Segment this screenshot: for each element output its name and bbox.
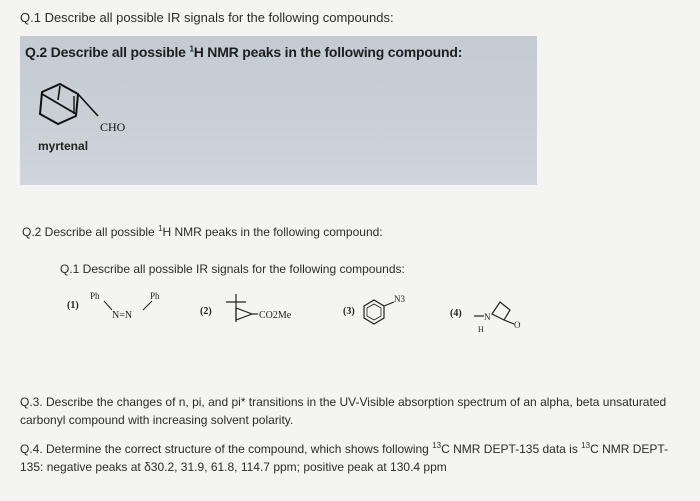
q4-sup-1: 13 bbox=[432, 441, 442, 450]
q3-text: Q.3. Describe the changes of n, pi, and pi* transitions in the UV-Visible absorption spectrum of an alpha, beta unsaturated carbonyl compound with increasing solvent polarity. bbox=[20, 395, 667, 427]
compound-1-ph-left: Ph bbox=[90, 291, 100, 301]
compound-2-number: (2) bbox=[200, 306, 212, 317]
compound-3-number: (3) bbox=[343, 306, 355, 317]
myrtenal-structure bbox=[30, 80, 110, 136]
compound-4-number: (4) bbox=[450, 308, 462, 319]
compound-1-ph-right: Ph bbox=[150, 291, 160, 301]
compound-2-ester: CO2Me bbox=[259, 310, 292, 321]
cho-label: CHO bbox=[100, 120, 126, 134]
q2-sup: 1 bbox=[158, 224, 163, 233]
q2-heading bbox=[22, 224, 383, 239]
q4-mid: C NMR DEPT-135 data is bbox=[441, 442, 582, 456]
band-question-title bbox=[25, 44, 462, 60]
q4-sup-2: 13 bbox=[581, 441, 591, 450]
q2-post: H NMR peaks in the following compound: bbox=[162, 225, 383, 239]
q4-text bbox=[20, 437, 685, 476]
compound-1-azo: N=N bbox=[112, 310, 133, 321]
q4-pre: Q.4. Determine the correct structure of the compound, which shows following bbox=[20, 442, 433, 456]
compound-3-structure bbox=[358, 292, 412, 328]
molecule-name: myrtenal bbox=[38, 139, 89, 153]
q1-heading: Q.1 Describe all possible IR signals for the following compounds: bbox=[60, 262, 405, 276]
compound-4-oxygen: O bbox=[514, 320, 521, 330]
compound-1-structure bbox=[88, 288, 168, 324]
q4-post: C NMR DEPT-135: negative peaks at δ30.2, 31.9, 61.8, 114.7 ppm; positive peak at 130.4 ppm bbox=[20, 442, 669, 474]
band-title-pre: Q.2 Describe all possible bbox=[25, 44, 190, 60]
q2-pre: Q.2 Describe all possible bbox=[22, 225, 159, 239]
compound-4-structure bbox=[466, 290, 532, 336]
compound-2-structure bbox=[224, 290, 302, 326]
compound-4-nitrogen: N bbox=[484, 312, 491, 322]
compound-3-azide: N3 bbox=[394, 294, 405, 304]
compound-4-hydrogen: H bbox=[478, 325, 484, 334]
compound-1-number: (1) bbox=[67, 300, 79, 311]
q1-heading-top: Q.1 Describe all possible IR signals for the following compounds: bbox=[20, 10, 394, 25]
band-title-sup: 1 bbox=[189, 44, 194, 54]
band-title-post: H NMR peaks in the following compound: bbox=[193, 44, 463, 60]
